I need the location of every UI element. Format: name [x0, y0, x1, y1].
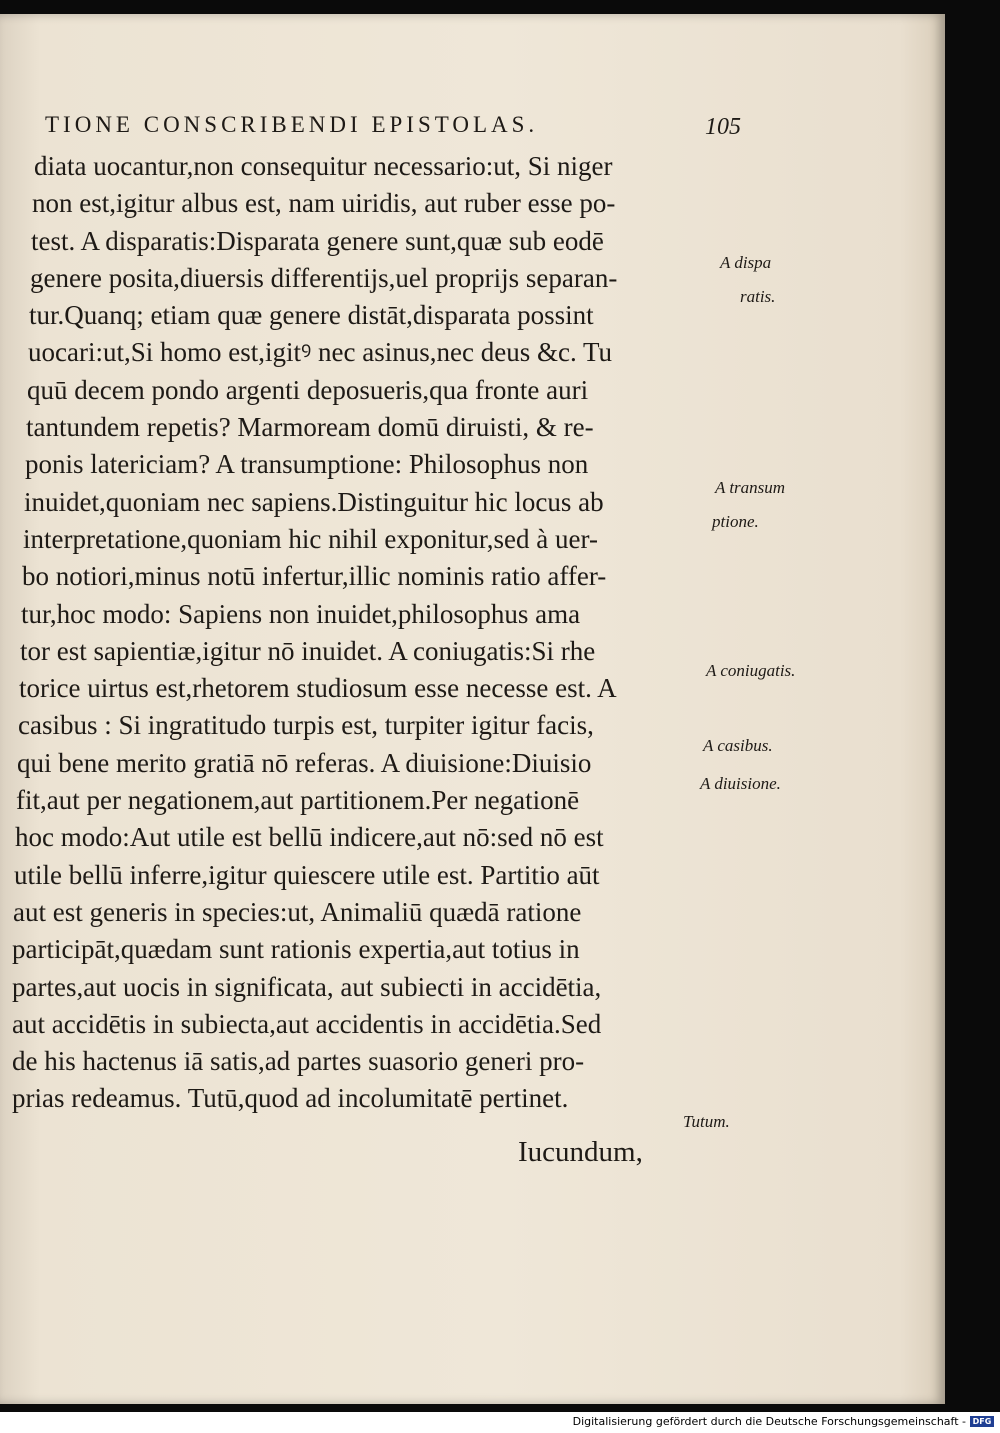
- text-line: fit,aut per negationem,aut partitionem.Per negationē: [16, 785, 580, 816]
- text-line: hoc modo:Aut utile est bellū indicere,aut nō:sed nō est: [15, 822, 604, 853]
- text-line: aut accidētis in subiecta,aut accidentis in accidētia.Sed: [12, 1008, 602, 1039]
- text-line: uocari:ut,Si homo est,igitꝰ nec asinus,nec deus &c. Tu: [28, 337, 613, 368]
- text-line: participāt,quædam sunt rationis expertia,aut totius in: [12, 934, 580, 965]
- margin-note: ratis.: [740, 287, 776, 306]
- text-line: diata uocantur,non consequitur necessario:ut, Si niger: [34, 151, 613, 181]
- text-line: test. A disparatis:Disparata genere sunt,quæ sub eodē: [31, 225, 604, 256]
- running-title: TIONE CONSCRIBENDI EPISTOLAS.: [45, 112, 539, 137]
- text-line: genere posita,diuersis differentijs,uel proprijs separan-: [30, 262, 618, 293]
- text-line: tur.Quanq; etiam quæ genere distāt,disparata possint: [29, 300, 594, 331]
- body-text: [12, 148, 712, 1118]
- text-line: utile bellū inferre,igitur quiescere utile est. Partitio aūt: [14, 859, 600, 890]
- text-line: non est,igitur albus est, nam uiridis, aut ruber esse po-: [32, 188, 616, 219]
- margin-note: Tutum.: [683, 1112, 730, 1131]
- page-number: 105: [705, 114, 741, 140]
- text-line: aut est generis in species:ut, Animaliū quædā ratione: [13, 896, 582, 927]
- margin-note: A casibus.: [703, 736, 773, 755]
- credit-text: Digitalisierung gefördert durch die Deutsche Forschungsgemeinschaft -: [572, 1415, 966, 1428]
- text-line: partes,aut uocis in significata, aut subiecti in accidētia,: [12, 971, 602, 1002]
- text-line: quū decem pondo argenti deposueris,qua fronte auri: [27, 374, 589, 405]
- margin-note: A diuisione.: [700, 774, 781, 793]
- text-line: inuidet,quoniam nec sapiens.Distinguitur hic locus ab: [24, 486, 604, 517]
- text-line: prias redeamus. Tutū,quod ad incolumitatē pertinet.: [12, 1083, 569, 1114]
- text-line: casibus : Si ingratitudo turpis est, turpiter igitur facis,: [18, 710, 594, 741]
- margin-note: A dispa: [720, 253, 772, 272]
- margin-note: ptione.: [712, 512, 759, 531]
- text-line: bo notiori,minus notū infertur,illic nominis ratio affer-: [22, 561, 607, 592]
- catchword: Iucundum,: [518, 1136, 643, 1168]
- text-line: tor est sapientiæ,igitur nō inuidet. A coniugatis:Si rhe: [20, 635, 596, 666]
- text-line: interpretatione,quoniam hic nihil exponitur,sed à uer-: [23, 523, 598, 554]
- text-line: tantundem repetis? Marmoream domū diruisti, & re-: [26, 412, 594, 443]
- text-line: de his hactenus iā satis,ad partes suasorio generi pro-: [12, 1046, 585, 1077]
- digitization-credit: [573, 1415, 994, 1428]
- text-line: ponis latericiam? A transumptione: Philosophus non: [25, 449, 589, 480]
- text-line: torice uirtus est,rhetorem studiosum esse necesse est. A: [19, 673, 617, 704]
- margin-note: A coniugatis.: [706, 661, 796, 680]
- text-line: tur,hoc modo: Sapiens non inuidet,philosophus ama: [21, 598, 581, 629]
- text-line: qui bene merito gratiā nō referas. A diuisione:Diuisio: [17, 747, 592, 778]
- dfg-logo[interactable]: DFG: [970, 1416, 994, 1427]
- margin-note: A transum: [715, 478, 786, 497]
